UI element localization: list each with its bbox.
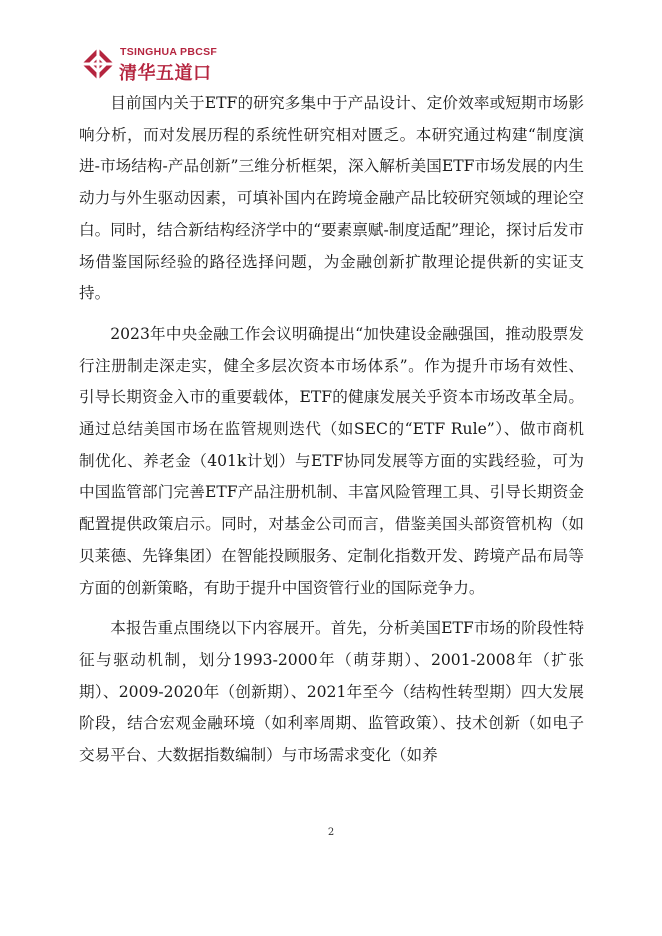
logo-chinese-text: 清华五道口 bbox=[119, 63, 212, 84]
logo-english-text: TSINGHUA PBCSF bbox=[120, 46, 218, 58]
paragraph-policy-background: 2023年中央金融工作会议明确提出“加快建设金融强国，推动股票发行注册制走深走实，健全多层次资本市场体系”。作为提升市场有效性、引导长期资金入市的重要载体，ETF的健康发展关乎资本市场改革全局。通过总结美国市场在监管规则迭代（如SEC的“ETF Rule”）、做市商机制优化、养老金（401k计划）与ETF协同发展等方面的实践经验，可为中国监管部门完善ETF产品注册机制、丰富风险管理工具、引导长期资金配置提供政策启示。同时，对基金公司而言，借鉴美国头部资管机构（如贝莱德、先锋集团）在智能投顾服务、定制化指数开发、跨境产品布局等方面的创新策略，有助于提升中国资管行业的国际竞争力。 bbox=[79, 324, 584, 597]
pbcsf-logo-icon bbox=[80, 46, 116, 82]
page-header bbox=[80, 44, 300, 84]
document-body bbox=[79, 88, 584, 772]
paragraph-report-outline: 本报告重点围绕以下内容展开。首先，分析美国ETF市场的阶段性特征与驱动机制，划分1993-2000年（萌芽期）、2001-2008年（扩张期）、2009-2020年（创新期）、2021年至今（结构性转型期）四大发展阶段，结合宏观金融环境（如利率周期、监管政策）、技术创新（如电子交易平台、大数据指数编制）与市场需求变化（如养 bbox=[79, 619, 584, 765]
paragraph-research-significance: 目前国内关于ETF的研究多集中于产品设计、定价效率或短期市场影响分析，而对发展历程的系统性研究相对匮乏。本研究通过构建“制度演进-市场结构-产品创新”三维分析框架，深入解析美国ETF市场发展的内生动力与外生驱动因素，可填补国内在跨境金融产品比较研究领域的理论空白。同时，结合新结构经济学中的“要素禀赋-制度适配”理论，探讨后发市场借鉴国际经验的路径选择问题，为金融创新扩散理论提供新的实证支持。 bbox=[79, 94, 584, 303]
page-number: 2 bbox=[327, 827, 335, 838]
